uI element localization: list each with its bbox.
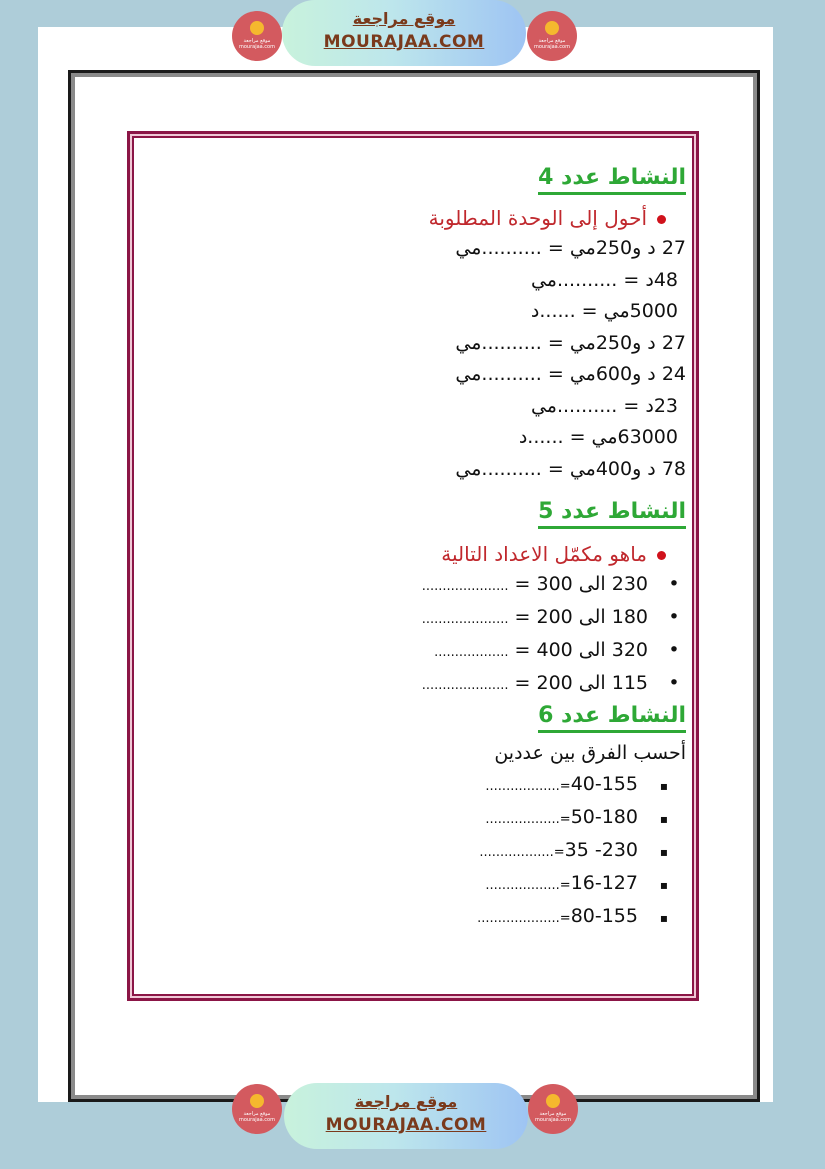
activity6-title: النشاط عدد 6 [538, 703, 686, 733]
banner-latin: MOURAJAA.COM [323, 32, 485, 52]
book-logo-icon [250, 21, 264, 35]
conversion-line: 63000مي = ......د [518, 426, 678, 448]
difference-item: ▪230- 35=.................. [140, 835, 676, 868]
bullet-icon: • [668, 573, 680, 595]
square-bullet-icon: ▪ [659, 812, 669, 826]
badge-right-bottom [528, 1084, 578, 1134]
complement-item: •320 الى 400 = .................. [140, 635, 686, 668]
bullet-icon: • [668, 606, 680, 628]
complement-item: •115 الى 200 = ..................... [140, 668, 686, 701]
square-bullet-icon: ▪ [659, 845, 669, 859]
conversion-line: 48د = ..........مي [530, 268, 678, 291]
banner-latin: MOURAJAA.COM [325, 1115, 487, 1135]
badge-left-bottom [232, 1084, 282, 1134]
square-bullet-icon: ▪ [659, 779, 669, 793]
book-logo-icon [546, 1094, 560, 1108]
bullet-icon [657, 551, 666, 560]
banner-arabic: موقع مراجعة [354, 1092, 458, 1111]
badge-right-top [527, 11, 577, 61]
answer-blank[interactable]: =.................. [479, 845, 565, 860]
book-logo-icon [250, 1094, 264, 1108]
bottom-banner[interactable] [284, 1083, 528, 1149]
bullet-icon: • [668, 639, 680, 661]
bullet-icon [657, 215, 666, 224]
conversion-line: 78 د و400مي = ..........مي [455, 457, 686, 480]
conversion-line: 27 د و250مي = ..........مي [455, 237, 686, 259]
activity4-instruction: أحول إلى الوحدة المطلوبة [428, 206, 647, 230]
answer-blank[interactable]: =.................... [477, 911, 571, 926]
answer-blank[interactable]: =.................. [485, 812, 571, 827]
activity5-title: النشاط عدد 5 [538, 499, 686, 529]
conversion-line: 24 د و600مي = ..........مي [455, 363, 686, 385]
badge-text: موقع مراجعة mourajaa.com [533, 38, 570, 50]
answer-blank[interactable]: =.................. [485, 779, 571, 794]
activity4-title: النشاط عدد 4 [538, 165, 686, 195]
complement-item: •230 الى 300 = ..................... [140, 569, 686, 602]
answer-blank[interactable]: =.................. [485, 878, 571, 893]
answer-blank[interactable]: ..................... [421, 678, 509, 693]
answer-blank[interactable]: ..................... [421, 579, 509, 594]
badge-text: موقع مراجعة mourajaa.com [238, 38, 275, 50]
activity6-instruction: أحسب الفرق بين عددين [494, 742, 686, 764]
activity5-instruction: ماهو مكمّل الاعداد التالية [441, 542, 647, 566]
banner-arabic: موقع مراجعة [352, 9, 456, 28]
activity5-instruction-row [140, 539, 666, 569]
badge-text: موقع مراجعة mourajaa.com [534, 1111, 571, 1123]
difference-item: ▪16-127=.................. [140, 868, 676, 901]
conversion-line: 27 د و250مي = ..........مي [455, 331, 686, 354]
top-banner[interactable] [282, 0, 526, 66]
activity4-instruction-row [140, 203, 666, 233]
difference-item: ▪50-180=.................. [140, 802, 676, 835]
badge-text: موقع مراجعة mourajaa.com [238, 1111, 275, 1123]
square-bullet-icon: ▪ [659, 911, 669, 925]
badge-left-top [232, 11, 282, 61]
conversion-line: 5000مي = ......د [530, 300, 678, 322]
answer-blank[interactable]: .................. [434, 645, 509, 660]
square-bullet-icon: ▪ [659, 878, 669, 892]
difference-item: ▪40-155=.................. [140, 769, 676, 802]
complement-item: •180 الى 200 = ..................... [140, 602, 686, 635]
answer-blank[interactable]: ..................... [421, 612, 509, 627]
difference-item: ▪80-155=.................... [140, 901, 676, 934]
book-logo-icon [545, 21, 559, 35]
worksheet-content [140, 165, 686, 934]
bullet-icon: • [668, 672, 680, 694]
conversion-line: 23د = ..........مي [530, 394, 678, 417]
